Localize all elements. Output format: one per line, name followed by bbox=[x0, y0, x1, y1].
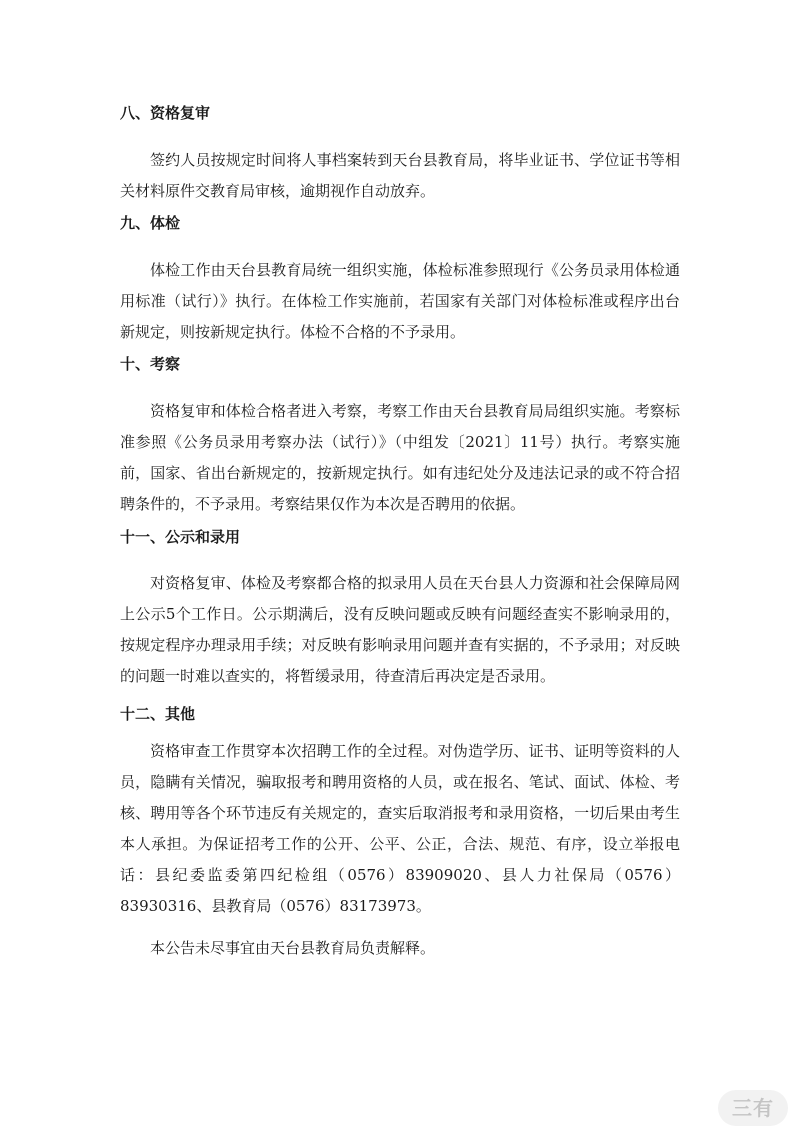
section-heading-inspection: 十、考察 bbox=[120, 355, 181, 373]
paragraph-physical-exam: 体检工作由天台县教育局统一组织实施，体检标准参照现行《公务员录用体检通用标准（试行）》执行。在体检工作实施前，若国家有关部门对体检标准或程序出台新规定，则按新规定执行。体检不合格的不予录用。 bbox=[120, 261, 680, 341]
section-heading-qualification-review: 八、资格复审 bbox=[120, 104, 211, 122]
section-heading-publicity-employment: 十一、公示和录用 bbox=[120, 528, 241, 546]
paragraph-interpretation-note: 本公告未尽事宜由天台县教育局负责解释。 bbox=[150, 939, 436, 957]
paragraph-publicity-employment: 对资格复审、体检及考察都合格的拟录用人员在天台县人力资源和社会保障局网上公示5个工作日。公示期满后，没有反映问题或反映有问题经查实不影响录用的，按规定程序办理录用手续；对反映有影响录用问题并查有实据的，不予录用；对反映的问题一时难以查实的，将暂缓录用，待查清后再决定是否录用。 bbox=[120, 574, 680, 685]
paragraph-inspection: 资格复审和体检合格者进入考察，考察工作由天台县教育局局组织实施。考察标准参照《公务员录用考察办法（试行）》（中组发〔2021〕11号）执行。考察实施前，国家、省出台新规定的，按新规定执行。如有违纪处分及违法记录的或不符合招聘条件的，不予录用。考察结果仅作为本次是否聘用的依据。 bbox=[120, 402, 680, 513]
section-heading-others: 十二、其他 bbox=[120, 705, 196, 723]
paragraph-qualification-review: 签约人员按规定时间将人事档案转到天台县教育局，将毕业证书、学位证书等相关材料原件交教育局审核，逾期视作自动放弃。 bbox=[120, 151, 680, 200]
paragraph-others: 资格审查工作贯穿本次招聘工作的全过程。对伪造学历、证书、证明等资料的人员，隐瞒有关情况，骗取报考和聘用资格的人员，或在报名、笔试、面试、体检、考核、聘用等各个环节违反有关规定的，查实后取消报考和录用资格，一切后果由考生本人承担。为保证招考工作的公开、公平、公正，合法、规范、有序，设立举报电话：县纪委监委第四纪检组（0576）83909020、县人力社保局（0576）83930316、县教育局（0576）83173973。 bbox=[120, 742, 680, 915]
watermark-logo: 三有 bbox=[718, 1090, 788, 1126]
section-heading-physical-exam: 九、体检 bbox=[120, 214, 181, 232]
